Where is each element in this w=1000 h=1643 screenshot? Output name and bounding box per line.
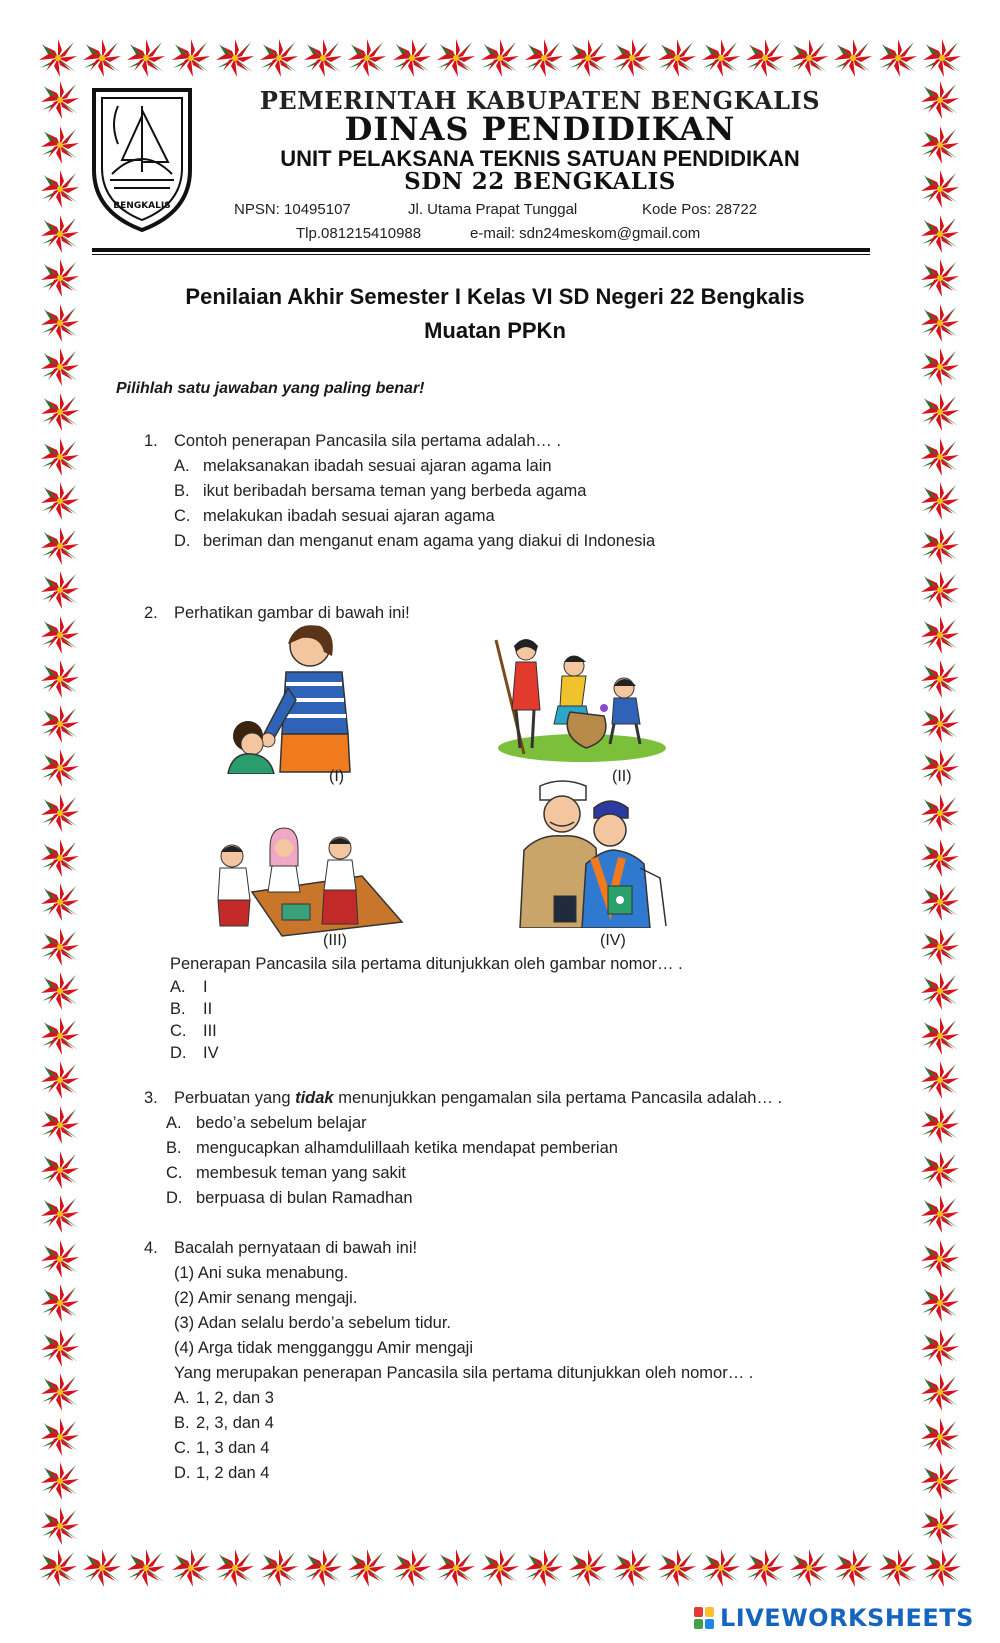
option-letter: D. [174, 1464, 191, 1482]
poinsettia-icon [568, 1548, 608, 1588]
poinsettia-icon [657, 38, 697, 78]
students-discussion-illustration [212, 826, 412, 938]
men-holding-books-illustration [510, 778, 676, 928]
poinsettia-icon [920, 347, 960, 387]
poinsettia-icon [126, 38, 166, 78]
question-number: 2. [144, 604, 158, 622]
poinsettia-icon [40, 392, 80, 432]
poinsettia-icon [40, 1105, 80, 1145]
option-letter: D. [170, 1044, 187, 1062]
poinsettia-icon [40, 169, 80, 209]
question-number: 4. [144, 1239, 158, 1257]
option-letter: A. [174, 457, 190, 475]
poinsettia-icon [920, 1372, 960, 1412]
poinsettia-icon [920, 704, 960, 744]
option-letter: D. [174, 532, 191, 550]
image-caption: (I) [329, 768, 345, 785]
poinsettia-icon [82, 1548, 122, 1588]
poinsettia-icon [922, 1548, 962, 1588]
poinsettia-icon [789, 38, 829, 78]
statement-item: (3) Adan selalu berdo’a sebelum tidur. [174, 1314, 452, 1332]
poinsettia-icon [920, 1283, 960, 1323]
poinsettia-icon [40, 1461, 80, 1501]
image-caption: (III) [323, 932, 347, 949]
poinsettia-icon [480, 38, 520, 78]
poinsettia-icon [920, 303, 960, 343]
question-text: Contoh penerapan Pancasila sila pertama adalah… . [174, 432, 562, 450]
poinsettia-icon [40, 615, 80, 655]
option-text[interactable]: melakukan ibadah sesuai ajaran agama [203, 507, 495, 525]
logo-label: BENGKALIS [113, 201, 171, 211]
question-prompt: Penerapan Pancasila sila pertama ditunjukkan oleh gambar nomor… . [170, 955, 683, 973]
poinsettia-icon [40, 347, 80, 387]
letterhead-phone: Tlp.081215410988 [296, 225, 422, 242]
poinsettia-icon [920, 882, 960, 922]
liveworksheets-logo-icon [694, 1607, 714, 1629]
poinsettia-icon [40, 838, 80, 878]
letterhead-rule-thin [92, 254, 870, 255]
poinsettia-icon [40, 1060, 80, 1100]
poinsettia-icon [922, 38, 962, 78]
poinsettia-icon [657, 1548, 697, 1588]
watermark-text: LIVEWORKSHEETS [720, 1604, 974, 1632]
poinsettia-icon [920, 1194, 960, 1234]
option-letter: C. [166, 1164, 183, 1182]
poinsettia-icon [40, 704, 80, 744]
exam-subject: Muatan PPKn [424, 318, 566, 343]
poinsettia-icon [347, 38, 387, 78]
poinsettia-icon [436, 38, 476, 78]
poinsettia-icon [40, 793, 80, 833]
option-letter: C. [174, 507, 191, 525]
poinsettia-icon [40, 80, 80, 120]
letterhead-government: PEMERINTAH KABUPATEN BENGKALIS [259, 86, 821, 115]
poinsettia-icon [40, 1506, 80, 1546]
question-text: Bacalah pernyataan di bawah ini! [174, 1239, 418, 1257]
option-letter: B. [174, 1414, 190, 1432]
poinsettia-icon [40, 1239, 80, 1279]
poinsettia-icon [40, 748, 80, 788]
poinsettia-icon [833, 38, 873, 78]
option-text[interactable]: berpuasa di bulan Ramadhan [196, 1189, 413, 1207]
option-letter: A. [170, 978, 186, 996]
question-number: 1. [144, 432, 158, 450]
border-left [38, 80, 82, 1546]
option-text[interactable]: melaksanakan ibadah sesuai ajaran agama lain [203, 457, 552, 475]
statement-item: (4) Arga tidak mengganggu Amir mengaji [174, 1339, 473, 1357]
option-text[interactable]: III [203, 1022, 217, 1040]
poinsettia-icon [920, 838, 960, 878]
poinsettia-icon [920, 392, 960, 432]
poinsettia-icon [920, 481, 960, 521]
question-text-part: menunjukkan pengamalan sila pertama Pancasila adalah… . [333, 1089, 783, 1107]
option-letter: B. [174, 482, 190, 500]
letterhead-address: Jl. Utama Prapat Tunggal [408, 201, 578, 218]
poinsettia-icon [40, 1194, 80, 1234]
poinsettia-icon [40, 214, 80, 254]
poinsettia-icon [40, 971, 80, 1011]
poinsettia-icon [920, 1239, 960, 1279]
poinsettia-icon [40, 526, 80, 566]
option-text[interactable]: 1, 2 dan 4 [196, 1464, 270, 1482]
poinsettia-icon [82, 38, 122, 78]
poinsettia-icon [789, 1548, 829, 1588]
poinsettia-icon [40, 1372, 80, 1412]
poinsettia-icon [920, 748, 960, 788]
poinsettia-icon [920, 615, 960, 655]
letterhead-email: e-mail: sdn24meskom@gmail.com [470, 225, 701, 242]
option-letter: B. [170, 1000, 186, 1018]
option-text[interactable]: II [203, 1000, 213, 1018]
poinsettia-icon [920, 1150, 960, 1190]
poinsettia-icon [920, 1016, 960, 1056]
question-prompt: Yang merupakan penerapan Pancasila sila pertama ditunjukkan oleh nomor… . [174, 1364, 754, 1382]
poinsettia-icon [40, 258, 80, 298]
option-text[interactable]: 1, 3 dan 4 [196, 1439, 270, 1457]
school-district-logo [88, 84, 196, 234]
option-letter: C. [170, 1022, 187, 1040]
poinsettia-icon [920, 125, 960, 165]
statement-item: (1) Ani suka menabung. [174, 1264, 349, 1282]
letterhead-npsn: NPSN: 10495107 [234, 201, 351, 218]
poinsettia-icon [920, 1328, 960, 1368]
poinsettia-icon [392, 38, 432, 78]
image-caption: (II) [612, 768, 632, 785]
poinsettia-icon [259, 38, 299, 78]
poinsettia-icon [303, 1548, 343, 1588]
poinsettia-icon [920, 437, 960, 477]
border-bottom [38, 1546, 962, 1590]
poinsettia-icon [920, 927, 960, 967]
children-cleaning-illustration [490, 636, 670, 764]
exam-title: Penilaian Akhir Semester I Kelas VI SD Negeri 22 Bengkalis [185, 284, 805, 309]
poinsettia-icon [920, 570, 960, 610]
question-text: Perhatikan gambar di bawah ini! [174, 604, 410, 622]
poinsettia-icon [920, 1060, 960, 1100]
poinsettia-icon [40, 659, 80, 699]
option-text[interactable]: 1, 2, dan 3 [196, 1389, 274, 1407]
poinsettia-icon [303, 38, 343, 78]
poinsettia-icon [40, 1150, 80, 1190]
poinsettia-icon [40, 1283, 80, 1323]
poinsettia-icon [920, 1417, 960, 1457]
poinsettia-icon [480, 1548, 520, 1588]
poinsettia-icon [524, 1548, 564, 1588]
letterhead-school: SDN 22 BENGKALIS [404, 168, 676, 195]
poinsettia-icon [259, 1548, 299, 1588]
poinsettia-icon [920, 1461, 960, 1501]
option-text[interactable]: IV [203, 1044, 219, 1062]
option-letter: A. [166, 1114, 182, 1132]
question-text [174, 1089, 782, 1108]
option-letter: A. [174, 1389, 190, 1407]
letterhead-postal-code: Kode Pos: 28722 [642, 201, 758, 218]
poinsettia-icon [40, 303, 80, 343]
poinsettia-icon [38, 1548, 78, 1588]
option-letter: C. [174, 1439, 191, 1457]
poinsettia-icon [171, 1548, 211, 1588]
poinsettia-icon [920, 526, 960, 566]
poinsettia-icon [38, 38, 78, 78]
option-text[interactable]: membesuk teman yang sakit [196, 1164, 407, 1182]
question-emphasis: tidak [295, 1089, 334, 1107]
poinsettia-icon [568, 38, 608, 78]
image-caption: (IV) [600, 932, 626, 949]
option-text[interactable]: bedo’a sebelum belajar [196, 1114, 367, 1132]
option-letter: D. [166, 1189, 183, 1207]
poinsettia-icon [920, 214, 960, 254]
letterhead-department: DINAS PENDIDIKAN [344, 110, 736, 148]
poinsettia-icon [40, 927, 80, 967]
poinsettia-icon [40, 882, 80, 922]
poinsettia-icon [612, 1548, 652, 1588]
letterhead-rule [92, 248, 870, 252]
poinsettia-icon [833, 1548, 873, 1588]
statement-item: (2) Amir senang mengaji. [174, 1289, 358, 1307]
letterhead-unit: UNIT PELAKSANA TEKNIS SATUAN PENDIDIKAN [280, 146, 800, 171]
poinsettia-icon [40, 570, 80, 610]
poinsettia-icon [40, 1417, 80, 1457]
border-right [918, 80, 962, 1546]
poinsettia-icon [878, 38, 918, 78]
option-text[interactable]: ikut beribadah bersama teman yang berbeda agama [203, 482, 587, 500]
poinsettia-icon [920, 793, 960, 833]
poinsettia-icon [878, 1548, 918, 1588]
exam-instruction: Pilihlah satu jawaban yang paling benar! [116, 380, 425, 397]
option-text[interactable]: mengucapkan alhamdulillaah ketika mendapat pemberian [196, 1139, 618, 1157]
poinsettia-icon [126, 1548, 166, 1588]
liveworksheets-watermark[interactable] [694, 1604, 974, 1632]
border-top [38, 36, 962, 80]
poinsettia-icon [920, 659, 960, 699]
option-text[interactable]: 2, 3, dan 4 [196, 1414, 274, 1432]
poinsettia-icon [701, 1548, 741, 1588]
poinsettia-icon [392, 1548, 432, 1588]
poinsettia-icon [40, 481, 80, 521]
poinsettia-icon [171, 38, 211, 78]
greeting-elder-illustration [224, 622, 374, 774]
poinsettia-icon [701, 38, 741, 78]
poinsettia-icon [920, 1105, 960, 1145]
poinsettia-icon [40, 1328, 80, 1368]
poinsettia-icon [920, 169, 960, 209]
poinsettia-icon [745, 38, 785, 78]
poinsettia-icon [745, 1548, 785, 1588]
poinsettia-icon [524, 38, 564, 78]
poinsettia-icon [920, 80, 960, 120]
option-text[interactable]: beriman dan menganut enam agama yang diakui di Indonesia [203, 532, 656, 550]
poinsettia-icon [920, 971, 960, 1011]
poinsettia-icon [40, 437, 80, 477]
question-number: 3. [144, 1089, 158, 1107]
poinsettia-icon [40, 125, 80, 165]
poinsettia-icon [215, 38, 255, 78]
poinsettia-icon [920, 1506, 960, 1546]
option-text[interactable]: I [203, 978, 208, 996]
poinsettia-icon [612, 38, 652, 78]
poinsettia-icon [436, 1548, 476, 1588]
poinsettia-icon [347, 1548, 387, 1588]
poinsettia-icon [215, 1548, 255, 1588]
poinsettia-icon [40, 1016, 80, 1056]
question-text-part: Perbuatan yang [174, 1089, 296, 1107]
option-letter: B. [166, 1139, 182, 1157]
poinsettia-icon [920, 258, 960, 298]
